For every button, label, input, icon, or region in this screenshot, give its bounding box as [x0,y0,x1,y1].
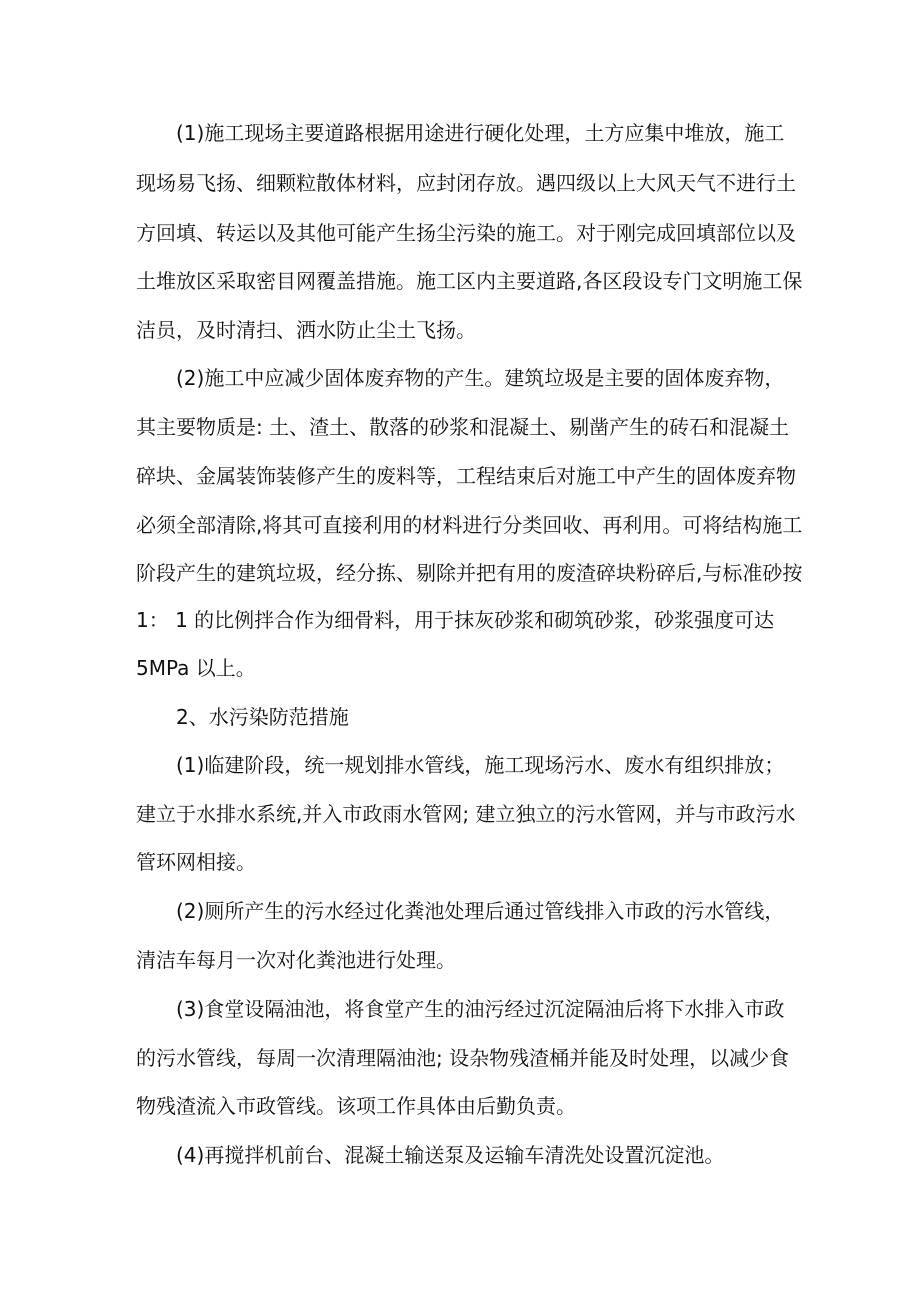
text-line: 必须全部清除,将其可直接利用的材料进行分类回收、再利用。可将结构施工 [136,513,803,537]
text-line: 的污水管线，每周一次清理隔油池; 设杂物残渣桶并能及时处理，以减少食 [136,1046,790,1070]
text-line: 洁员，及时清扫、洒水防止尘土飞扬。 [136,318,476,342]
text-line: (1)临建阶段，统一规划排水管线，施工现场污水、废水有组织排放； [176,753,785,777]
text-line: 其主要物质是: 土、渣土、散落的砂浆和混凝土、剔凿产生的砖石和混凝土 [136,415,790,439]
text-line: (3)食堂设隔油池，将食堂产生的油污经过沉淀隔油后将下水排入市政 [176,997,785,1021]
text-line: 5MPa 以上。 [136,656,256,680]
text-line: 阶段产生的建筑垃圾，经分拣、剔除并把有用的废渣碎块粉碎后,与标准砂按 [136,561,803,585]
text-line: 物残渣流入市政管线。该项工作具体由后勤负责。 [136,1094,576,1118]
text-line: (1)施工现场主要道路根据用途进行硬化处理，土方应集中堆放，施工 [176,121,785,145]
text-line: 建立于水排水系统,并入市政雨水管网; 建立独立的污水管网，并与市政污水 [136,802,796,826]
text-line: (2)厕所产生的污水经过化粪池处理后通过管线排入市政的污水管线， [176,899,785,923]
text-line: (2)施工中应减少固体废弃物的产生。建筑垃圾是主要的固体废弃物， [176,366,785,390]
text-line: 碎块、金属装饰装修产生的废料等，工程结束后对施工中产生的固体废弃物 [136,464,796,488]
text-line: (4)再搅拌机前台、混凝土输送泵及运输车清洗处设置沉淀池。 [176,1143,725,1167]
text-line: 土堆放区采取密目网覆盖措施。施工区内主要道路,各区段设专门文明施工保 [136,269,803,293]
text-line: 1： 1 的比例拌合作为细骨料，用于抹灰砂浆和砌筑砂浆，砂浆强度可达 [136,608,775,632]
text-line: 现场易飞扬、细颗粒散体材料，应封闭存放。遇四级以上大风天气不进行土 [136,171,796,195]
section-heading: 2、水污染防范措施 [176,705,349,729]
text-line: 方回填、转运以及其他可能产生扬尘污染的施工。对于刚完成回填部位以及 [136,221,796,245]
text-line: 清洁车每月一次对化粪池进行处理。 [136,948,456,972]
text-line: 管环网相接。 [136,850,256,874]
